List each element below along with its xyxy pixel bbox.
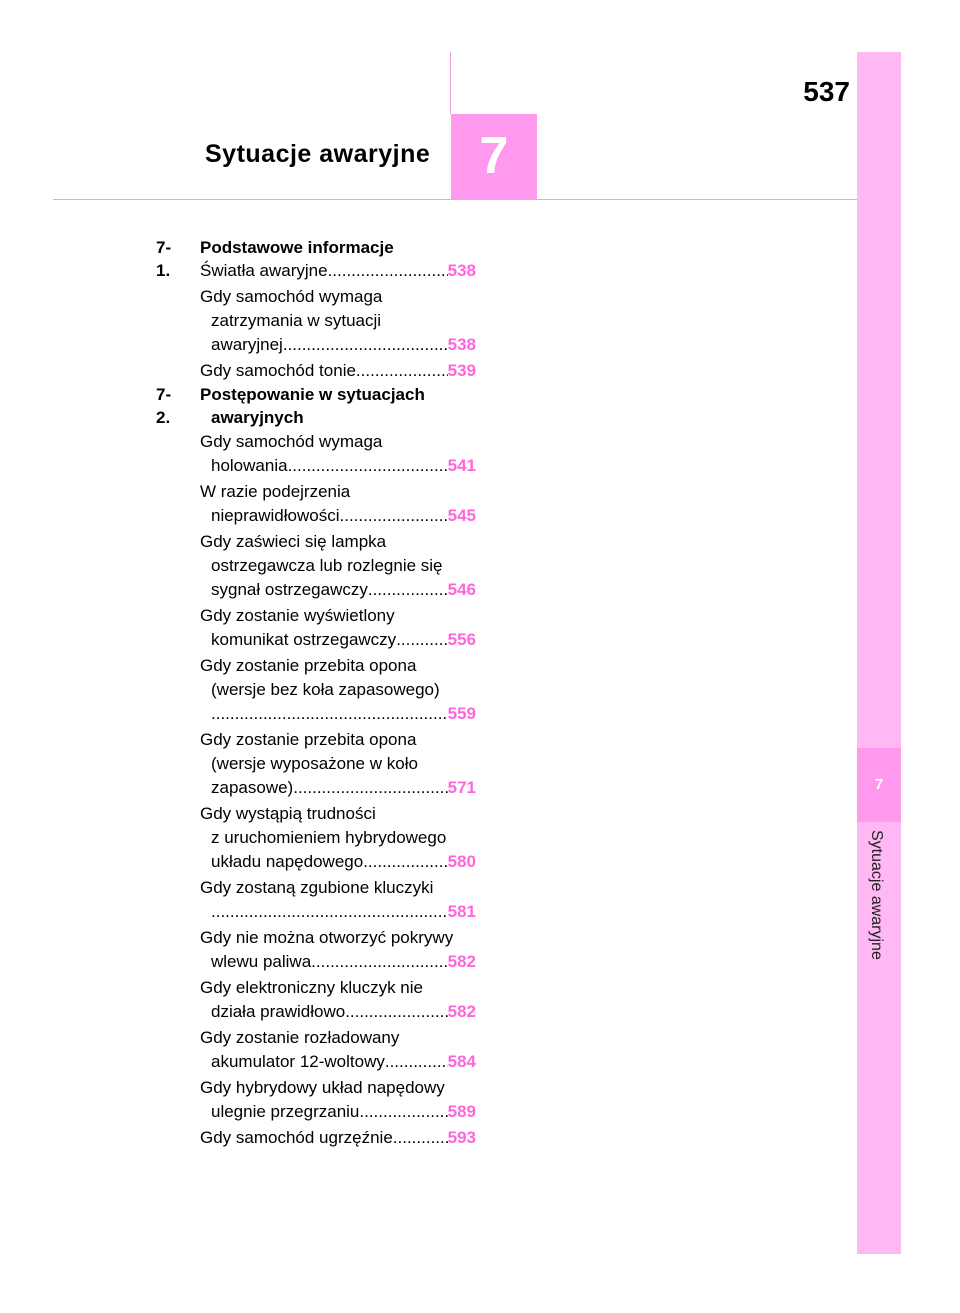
dot-leader: [396, 628, 447, 652]
chapter-number-box: 7: [451, 114, 537, 199]
dot-leader: [288, 454, 448, 478]
section-title-line: Podstawowe informacje: [200, 238, 394, 257]
side-tab-number: 7: [857, 748, 901, 822]
section-number: 7-2.: [156, 385, 172, 427]
toc-entry-text: działa prawidłowo: [211, 1002, 346, 1021]
side-tab: [857, 52, 901, 1254]
toc-entry-line: [200, 654, 476, 678]
toc-entry[interactable]: [200, 654, 476, 726]
dot-leader: [363, 850, 447, 874]
toc-entry[interactable]: [200, 926, 476, 974]
toc-entry-text: Gdy zaświeci się lampka: [200, 532, 387, 551]
dot-leader: [340, 504, 448, 528]
toc-entry-line: [200, 802, 476, 826]
toc-entry-text: ulegnie przegrzaniu: [211, 1102, 360, 1121]
toc-entry-line: [200, 950, 476, 974]
toc-entry-text: Gdy wystąpią trudności: [200, 804, 376, 823]
toc-entry-text: układu napędowego: [211, 852, 364, 871]
toc-entry-text: Gdy zostanie przebita opona: [200, 656, 417, 675]
dot-leader: [368, 578, 448, 602]
toc-entry-page-number[interactable]: 538: [447, 335, 476, 354]
toc-entry-page-number[interactable]: 538: [447, 261, 476, 280]
dot-leader: [293, 776, 447, 800]
toc-entry-text: nieprawidłowości: [211, 506, 340, 525]
toc-entry-text: akumulator 12-woltowy: [211, 1052, 385, 1071]
toc-entry-line: [200, 702, 476, 726]
dot-leader: [393, 1126, 448, 1150]
toc-entry-page-number[interactable]: 545: [447, 506, 476, 525]
toc-entry-line: [200, 1076, 476, 1100]
toc-entry-page-number[interactable]: 571: [447, 778, 476, 797]
toc-entry-line: [200, 876, 476, 900]
toc-entry-page-number[interactable]: 580: [447, 852, 476, 871]
toc-entry[interactable]: [200, 285, 476, 357]
toc-entry-line: [200, 728, 476, 752]
toc-entry-page-number[interactable]: 581: [447, 902, 476, 921]
toc-entry-line: [200, 285, 476, 309]
toc-entry-text: Gdy samochód ugrzęźnie: [200, 1128, 393, 1147]
toc-entry-page-number[interactable]: 582: [447, 952, 476, 971]
toc-entry-line: [200, 430, 476, 454]
toc-entry[interactable]: [200, 1126, 476, 1150]
toc-entry-line: [200, 604, 476, 628]
toc-entry-line: [200, 454, 476, 478]
header-divider-vertical: [450, 52, 451, 114]
toc-entry-page-number[interactable]: 541: [447, 456, 476, 475]
toc-entry-line: [200, 926, 476, 950]
toc-entry[interactable]: [200, 480, 476, 528]
toc-entry-text: Gdy zostanie przebita opona: [200, 730, 417, 749]
page-number: 537: [803, 76, 850, 107]
toc-entry-line: [200, 504, 476, 528]
toc-entry-text: Gdy samochód wymaga: [200, 432, 383, 451]
dot-leader: [359, 1100, 447, 1124]
toc-entry-text: Światła awaryjne: [200, 261, 328, 280]
toc-entry-line: [200, 578, 476, 602]
toc-entry-text: Gdy samochód wymaga: [200, 287, 383, 306]
toc-entry-page-number[interactable]: 593: [447, 1128, 476, 1147]
toc-entry-line: [200, 976, 476, 1000]
side-tab-label: Sytuacje awaryjne: [868, 830, 885, 960]
toc-entry-line: [200, 530, 476, 554]
toc-entry-line: [200, 359, 476, 383]
toc-entry-line: [200, 1126, 476, 1150]
toc-entry[interactable]: [200, 359, 476, 383]
dot-leader: [328, 259, 448, 283]
dot-leader: [311, 950, 447, 974]
toc-entry[interactable]: [200, 876, 476, 924]
toc-entry-line: [200, 309, 476, 333]
toc-entry-line: [200, 333, 476, 357]
section-title-line: Postępowanie w sytuacjach: [200, 385, 425, 404]
toc-entry[interactable]: [200, 1026, 476, 1074]
dot-leader: [345, 1000, 447, 1024]
toc-entry-page-number[interactable]: 556: [447, 630, 476, 649]
toc-entry[interactable]: [200, 1076, 476, 1124]
toc-entry-text: Gdy hybrydowy układ napędowy: [200, 1078, 445, 1097]
toc-entry-text: Gdy samochód tonie: [200, 361, 356, 380]
dot-leader: [283, 333, 448, 357]
toc-entry-text: sygnał ostrzegawczy: [211, 580, 368, 599]
toc-entry-text: z uruchomieniem hybrydowego: [211, 828, 447, 847]
toc-entry-text: zatrzymania w sytuacji: [211, 311, 382, 330]
toc-entry-line: [200, 850, 476, 874]
toc-entry-page-number[interactable]: 546: [447, 580, 476, 599]
toc-entry-line: [200, 1050, 476, 1074]
toc-entry-page-number[interactable]: 539: [447, 361, 476, 380]
toc-entry-line: [200, 826, 476, 850]
dot-leader: [385, 1050, 448, 1074]
toc-entry-line: [200, 480, 476, 504]
toc-entry-text: Gdy zostaną zgubione kluczyki: [200, 878, 434, 897]
header-divider-horizontal: [53, 199, 857, 200]
section-title: [200, 383, 500, 429]
toc-entry-line: [200, 678, 476, 702]
toc-entry-page-number[interactable]: 589: [447, 1102, 476, 1121]
toc-entry[interactable]: [200, 728, 476, 800]
toc-entry-text: komunikat ostrzegawczy: [211, 630, 397, 649]
toc-entry-text: (wersje wyposażone w koło: [211, 754, 418, 773]
section-title: [200, 236, 500, 259]
toc-entry-line: [200, 1100, 476, 1124]
toc-entry-line: [200, 1026, 476, 1050]
toc-entry[interactable]: [200, 604, 476, 652]
toc-entry-page-number[interactable]: 584: [447, 1052, 476, 1071]
toc-entry-text: wlewu paliwa: [211, 952, 312, 971]
toc-entry-page-number[interactable]: 559: [447, 704, 476, 723]
toc-entry-text: zapasowe): [211, 778, 294, 797]
toc-entry-line: [200, 259, 476, 283]
toc-entry-line: [200, 900, 476, 924]
toc-entry-page-number[interactable]: 582: [447, 1002, 476, 1021]
toc-entry-line: [200, 554, 476, 578]
chapter-title: Sytuacje awaryjne: [205, 140, 431, 168]
toc-entry-text: holowania: [211, 456, 288, 475]
toc-entry-line: [200, 1000, 476, 1024]
toc-entry-text: Gdy zostanie wyświetlony: [200, 606, 395, 625]
toc-entry-line: [200, 776, 476, 800]
toc-entry-text: Gdy elektroniczny kluczyk nie: [200, 978, 423, 997]
dot-leader: [211, 702, 448, 726]
toc-entry-line: [200, 752, 476, 776]
toc-entry-text: Gdy zostanie rozładowany: [200, 1028, 400, 1047]
toc-entry[interactable]: [200, 976, 476, 1024]
toc-entry[interactable]: [200, 802, 476, 874]
dot-leader: [211, 900, 448, 924]
toc-entry-text: ostrzegawcza lub rozlegnie się: [211, 556, 443, 575]
section-number: 7-1.: [156, 238, 172, 280]
toc-entry-line: [200, 628, 476, 652]
dot-leader: [356, 359, 448, 383]
toc-entry-text: Gdy nie można otworzyć pokrywy: [200, 928, 454, 947]
section-title-line: awaryjnych: [211, 408, 304, 427]
toc-entry-text: awaryjnej: [211, 335, 283, 354]
toc-entry[interactable]: [200, 530, 476, 602]
toc-entry[interactable]: [200, 430, 476, 478]
toc-entry-text: (wersje bez koła zapasowego): [211, 680, 440, 699]
toc-entry-text: W razie podejrzenia: [200, 482, 351, 501]
toc-entry[interactable]: [200, 259, 476, 283]
